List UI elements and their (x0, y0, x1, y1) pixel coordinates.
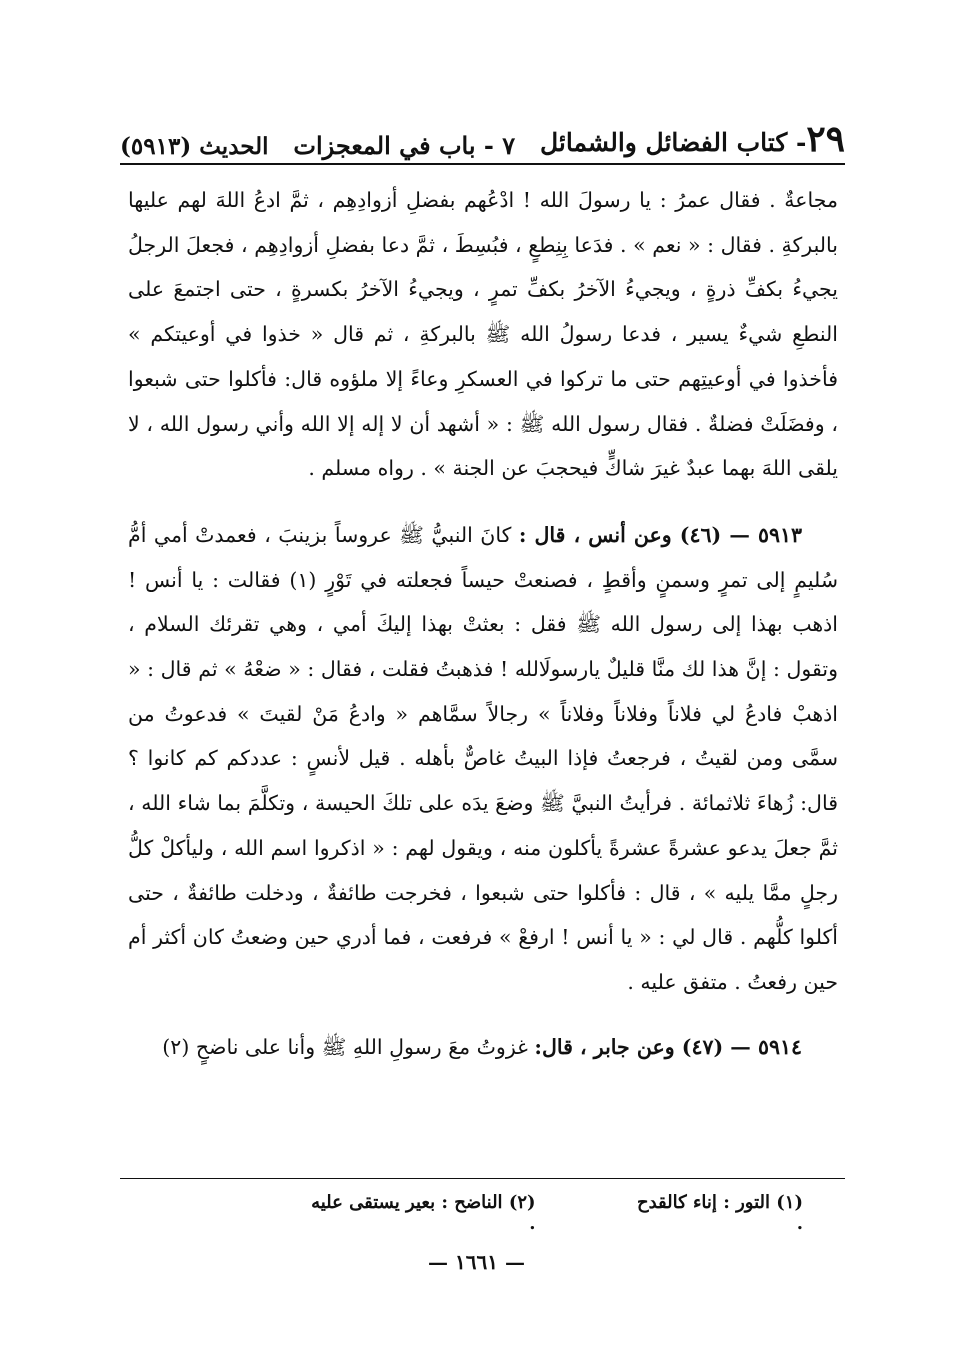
book-title-text: - كتاب الفضائل والشمائل (539, 128, 807, 157)
hadith-lead: ٥٩١٣ — (٤٦) وعن أنس ، قال : (518, 522, 802, 547)
header-rule (120, 163, 845, 165)
book-number: ٢٩ (806, 118, 845, 160)
paragraph-text: غزوتُ معَ رسولِ اللهِ ﷺ وأنا على ناضحٍ (٢) (162, 1034, 528, 1059)
running-header (120, 112, 845, 160)
hadith-paragraph (128, 1025, 838, 1070)
paragraph-text: مجاعةٌ . فقال عمرُ : يا رسولَ الله ! ادْعُهم بفضلِ أزوادِهِم ، ثمَّ ادعُ اللهَ لهم عليها بالبركةِ . فقال : « نعم » . فدَعا بِنِطعٍ ، فبُسِطَ ، ثمَّ دعا بفضلِ أزوادِهِم ، فجعلَ الرجلُ يجيءُ بكفِّ ذرةٍ ، ويجيءُ الآخرُ بكفِّ تمرٍ ، ويجيءُ الآخرُ بكسرةٍ ، حتى اجتمعَ على النطعِ شيءٌ يسير ، فدعا رسولُ الله ﷺ بالبركةِ ، ثم قال « خذوا في أوعيتكم » فأخذوا في أوعيتِهم حتى ما تركوا في العسكرِ وعاءً إلا ملؤوه قال: فأكلوا حتى شبعوا ، وفضَلَتْ فضلةٌ . فقال رسول الله ﷺ : « أشهد أن لا إله إلا الله وأني رسول الله ، لا يلقى اللهَ بهما عبدٌ غيرَ شاكٍّ فيحجبَ عن الجنة » . رواه مسلم . (128, 188, 838, 481)
footnote-2: (٢) الناضح : بعير يستقى عليه . (311, 1192, 536, 1234)
chapter-title: ٧ - باب في المعجزات (293, 131, 516, 160)
footnote-1: (١) التور : إناء كالقدح . (636, 1192, 803, 1234)
main-text (128, 178, 838, 1069)
hadith-reference: الحديث (٥٩١٣) (120, 133, 269, 160)
hadith-lead: ٥٩١٤ — (٤٧) وعن جابر ، قال: (534, 1034, 802, 1059)
paragraph-continuation (128, 178, 838, 491)
page-number: — ١٦٦١ — (428, 1250, 525, 1274)
paragraph-text: كانَ النبيُّ ﷺ عروساً بزينبَ ، فعمدتْ أمي أمُّ سُليمٍ إلى تمرٍ وسمنٍ وأقطٍ ، فصنعتْ حيساً فجعلته في تَوْرٍ (١) فقالت : يا أنس ! اذهب بهذا إلى رسول الله ﷺ فقل : بعثتْ بهذا إليكَ أمي ، وهي تقرئك السلام ، وتقول : إنَّ هذا لك منَّا قليلٌ يارسولَالله ! فذهبتُ فقلت ، فقال : « ضعْهُ » ثم قال : « اذهبْ فادعُ لي فلاناً وفلاناً وفلاناً » رجالاً سمَّاهم « وادعُ مَنْ لقيتَ » فدعوتُ من سمَّى ومن لقيتُ ، فرجعتُ فإذا البيتُ غاصٌّ بأهله . قيل لأنسٍ : عددكم كم كانوا ؟ قال: زُهاءَ ثلاثمائة . فرأيتُ النبيَّ ﷺ وضعَ يدَه على تلكَ الحيسة ، وتكلَّمَ بما شاء الله ، ثمَّ جعلَ يدعو عشرةً عشرةً يأكلون منه ، ويقول لهم : « اذكروا اسم الله ، وليأكلْ كلُّ رجلٍ ممَّا يليه » ، قال : فأكلوا حتى شبعوا ، فخرجت طائفةٌ ، ودخلت طائفةٌ ، حتى أكلوا كلُّهم . قال لي : « يا أنس ! ارفعْ » فرفعت ، فما أدري حين وضعتُ كان أكثر أم حين رفعتُ . متفق عليه . (128, 522, 838, 994)
book-title (540, 118, 845, 160)
footnotes (300, 1192, 803, 1234)
hadith-paragraph (128, 513, 838, 1005)
footnote-rule (120, 1178, 845, 1179)
